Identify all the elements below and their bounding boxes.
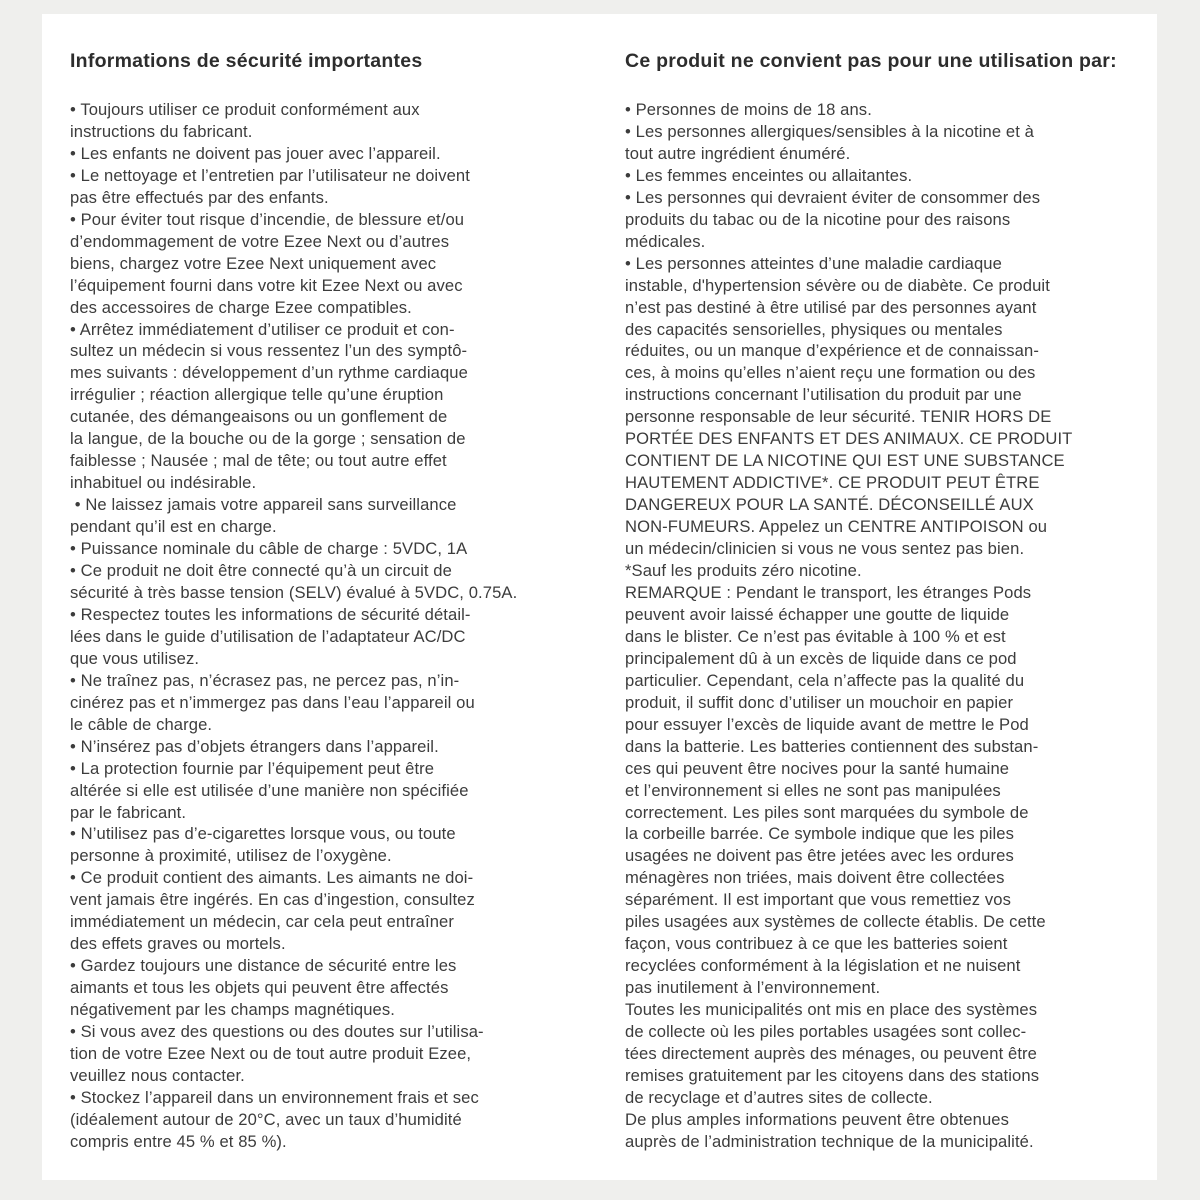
text-line: vent jamais être ingérés. En cas d’ingestion, consultez bbox=[70, 890, 475, 910]
right-column-text bbox=[625, 99, 1137, 1153]
text-line: lées dans le guide d’utilisation de l’adaptateur AC/DC bbox=[70, 626, 466, 646]
text-line: dans la batterie. Les batteries contiennent des substan- bbox=[625, 736, 1039, 756]
text-line: pendant qu’il est en charge. bbox=[70, 517, 277, 537]
text-line: produits du tabac ou de la nicotine pour des raisons bbox=[625, 209, 1011, 229]
text-line: la corbeille barrée. Ce symbole indique que les piles bbox=[625, 824, 1015, 844]
text-line: • Ne laissez jamais votre appareil sans surveillance bbox=[70, 495, 457, 515]
text-line: dans le blister. Ce n’est pas évitable à 100 % et est bbox=[625, 626, 1006, 646]
text-line: • Les personnes qui devraient éviter de consommer des bbox=[625, 187, 1041, 207]
text-line: principalement dû à un excès de liquide dans ce pod bbox=[625, 648, 1017, 668]
text-line: • Les personnes allergiques/sensibles à la nicotine et à bbox=[625, 121, 1034, 141]
text-line: De plus amples informations peuvent être obtenues bbox=[625, 1109, 1010, 1129]
text-line: personne à proximité, utilisez de l’oxygène. bbox=[70, 846, 392, 866]
text-line: *Sauf les produits zéro nicotine. bbox=[625, 561, 862, 581]
text-line: irrégulier ; réaction allergique telle qu’une éruption bbox=[70, 385, 444, 405]
text-line: veuillez nous contacter. bbox=[70, 1065, 245, 1085]
text-line: cutanée, des démangeaisons ou un gonflement de bbox=[70, 407, 448, 427]
text-line: et l’environnement si elles ne sont pas manipulées bbox=[625, 780, 1001, 800]
text-line: • Toujours utiliser ce produit conformément aux bbox=[70, 100, 420, 119]
text-line: des accessoires de charge Ezee compatibles. bbox=[70, 297, 412, 317]
text-line: par le fabricant. bbox=[70, 802, 187, 822]
text-line: • Ne traînez pas, n’écrasez pas, ne percez pas, n’in- bbox=[70, 670, 460, 690]
text-line: l’équipement fourni dans votre kit Ezee Next ou avec bbox=[70, 275, 463, 295]
text-line: façon, vous contribuez à ce que les batteries soient bbox=[625, 934, 1008, 954]
text-line: NON-FUMEURS. Appelez un CENTRE ANTIPOISON ou bbox=[625, 517, 1048, 537]
text-line: n’est pas destiné à être utilisé par des personnes ayant bbox=[625, 297, 1037, 317]
text-line: que vous utilisez. bbox=[70, 648, 200, 668]
text-line: particulier. Cependant, cela n’affecte pas la qualité du bbox=[625, 670, 1025, 690]
text-line: des effets graves ou mortels. bbox=[70, 934, 286, 954]
text-line: • Les personnes atteintes d’une maladie cardiaque bbox=[625, 253, 1002, 273]
text-line: • Personnes de moins de 18 ans. bbox=[625, 100, 872, 119]
text-line: réduites, ou un manque d’expérience et de connaissan- bbox=[625, 341, 1039, 361]
text-line: ces, à moins qu’elles n’aient reçu une formation ou des bbox=[625, 363, 1036, 383]
text-line: cinérez pas et n’immergez pas dans l’eau l’appareil ou bbox=[70, 692, 475, 712]
text-line: • Respectez toutes les informations de sécurité détail- bbox=[70, 604, 471, 624]
text-line: CONTIENT DE LA NICOTINE QUI EST UNE SUBSTANCE bbox=[625, 451, 1065, 471]
text-line: • Arrêtez immédiatement d’utiliser ce produit et con- bbox=[70, 319, 455, 339]
text-line: • Les femmes enceintes ou allaitantes. bbox=[625, 165, 913, 185]
text-line: des capacités sensorielles, physiques ou mentales bbox=[625, 319, 1003, 339]
text-line: REMARQUE : Pendant le transport, les étranges Pods bbox=[625, 582, 1032, 602]
text-line: un médecin/clinicien si vous ne vous sentez pas bien. bbox=[625, 539, 1025, 559]
text-line: • Ce produit contient des aimants. Les aimants ne doi- bbox=[70, 868, 474, 888]
text-line: de recyclage et d’autres sites de collecte. bbox=[625, 1087, 933, 1107]
text-line: • N’insérez pas d’objets étrangers dans l’appareil. bbox=[70, 736, 439, 756]
right-column-heading: Ce produit ne convient pas pour une utilisation par: bbox=[625, 50, 1117, 72]
text-line: • Le nettoyage et l’entretien par l’utilisateur ne doivent bbox=[70, 165, 470, 185]
left-column bbox=[70, 50, 625, 1180]
text-line: tion de votre Ezee Next ou de tout autre produit Ezee, bbox=[70, 1043, 472, 1063]
text-line: recyclées conformément à la législation et ne nuisent bbox=[625, 956, 1021, 976]
text-line: • La protection fournie par l’équipement peut être bbox=[70, 758, 435, 778]
text-line: remises gratuitement par les citoyens dans des stations bbox=[625, 1065, 1040, 1085]
text-line: aimants et tous les objets qui peuvent être affectés bbox=[70, 978, 449, 998]
text-line: sécurité à très basse tension (SELV) évalué à 5VDC, 0.75A. bbox=[70, 582, 518, 602]
text-line: • Si vous avez des questions ou des doutes sur l’utilisa- bbox=[70, 1022, 484, 1042]
left-column-text bbox=[70, 99, 625, 1153]
text-line: biens, chargez votre Ezee Next uniquement avec bbox=[70, 253, 437, 273]
text-line: • N’utilisez pas d’e-cigarettes lorsque vous, ou toute bbox=[70, 824, 456, 844]
text-line: correctement. Les piles sont marquées du symbole de bbox=[625, 802, 1029, 822]
text-line: le câble de charge. bbox=[70, 714, 213, 734]
text-line: la langue, de la bouche ou de la gorge ; sensation de bbox=[70, 429, 466, 449]
text-line: pour essuyer l’excès de liquide avant de mettre le Pod bbox=[625, 714, 1029, 734]
text-line: instable, d'hypertension sévère ou de diabète. Ce produit bbox=[625, 275, 1050, 295]
text-line: instructions concernant l’utilisation du produit par une bbox=[625, 385, 1022, 405]
text-line: HAUTEMENT ADDICTIVE*. CE PRODUIT PEUT ÊTRE bbox=[625, 473, 1040, 493]
text-line: • Les enfants ne doivent pas jouer avec l’appareil. bbox=[70, 143, 441, 163]
text-line: médicales. bbox=[625, 231, 706, 251]
text-line: Toutes les municipalités ont mis en place des systèmes bbox=[625, 1000, 1038, 1020]
text-line: DANGEREUX POUR LA SANTÉ. DÉCONSEILLÉ AUX bbox=[625, 495, 1034, 515]
right-column bbox=[625, 50, 1137, 1180]
text-line: mes suivants : développement d’un rythme cardiaque bbox=[70, 363, 468, 383]
text-line: • Puissance nominale du câble de charge : 5VDC, 1A bbox=[70, 539, 468, 559]
text-line: • Pour éviter tout risque d’incendie, de blessure et/ou bbox=[70, 209, 465, 229]
text-line: ces qui peuvent être nocives pour la santé humaine bbox=[625, 758, 1010, 778]
text-line: d’endommagement de votre Ezee Next ou d’autres bbox=[70, 231, 450, 251]
text-line: • Ce produit ne doit être connecté qu’à un circuit de bbox=[70, 561, 452, 581]
text-line: faiblesse ; Nausée ; mal de tête; ou tout autre effet bbox=[70, 451, 447, 471]
text-line: tées directement auprès des ménages, ou peuvent être bbox=[625, 1043, 1037, 1063]
text-line: peuvent avoir laissé échapper une goutte de liquide bbox=[625, 604, 1010, 624]
text-line: ménagères non triées, mais doivent être collectées bbox=[625, 868, 1005, 888]
text-line: usagées ne doivent pas être jetées avec les ordures bbox=[625, 846, 1014, 866]
text-line: piles usagées aux systèmes de collecte établis. De cette bbox=[625, 912, 1046, 932]
left-column-heading: Informations de sécurité importantes bbox=[70, 50, 423, 72]
text-line: de collecte où les piles portables usagées sont collec- bbox=[625, 1022, 1027, 1042]
text-line: (idéalement autour de 20°C, avec un taux d’humidité bbox=[70, 1109, 462, 1129]
text-line: • Stockez l’appareil dans un environnement frais et sec bbox=[70, 1087, 479, 1107]
text-line: immédiatement un médecin, car cela peut entraîner bbox=[70, 912, 454, 932]
text-line: pas inutilement à l’environnement. bbox=[625, 978, 881, 998]
text-line: tout autre ingrédient énuméré. bbox=[625, 143, 851, 163]
text-line: PORTÉE DES ENFANTS ET DES ANIMAUX. CE PRODUIT bbox=[625, 429, 1073, 449]
text-line: pas être effectués par des enfants. bbox=[70, 187, 329, 207]
text-line: auprès de l’administration technique de la municipalité. bbox=[625, 1131, 1034, 1151]
safety-leaflet-card bbox=[42, 14, 1157, 1180]
text-line: inhabituel ou indésirable. bbox=[70, 473, 257, 493]
text-line: instructions du fabricant. bbox=[70, 121, 253, 141]
text-line: sultez un médecin si vous ressentez l’un des symptô- bbox=[70, 341, 468, 361]
text-line: compris entre 45 % et 85 %). bbox=[70, 1131, 287, 1151]
text-line: produit, il suffit donc d’utiliser un mouchoir en papier bbox=[625, 692, 1014, 712]
text-line: négativement par les champs magnétiques. bbox=[70, 1000, 395, 1020]
text-line: séparément. Il est important que vous remettiez vos bbox=[625, 890, 1012, 910]
text-line: altérée si elle est utilisée d’une manière non spécifiée bbox=[70, 780, 469, 800]
text-line: • Gardez toujours une distance de sécurité entre les bbox=[70, 956, 457, 976]
text-line: personne responsable de leur sécurité. TENIR HORS DE bbox=[625, 407, 1052, 427]
